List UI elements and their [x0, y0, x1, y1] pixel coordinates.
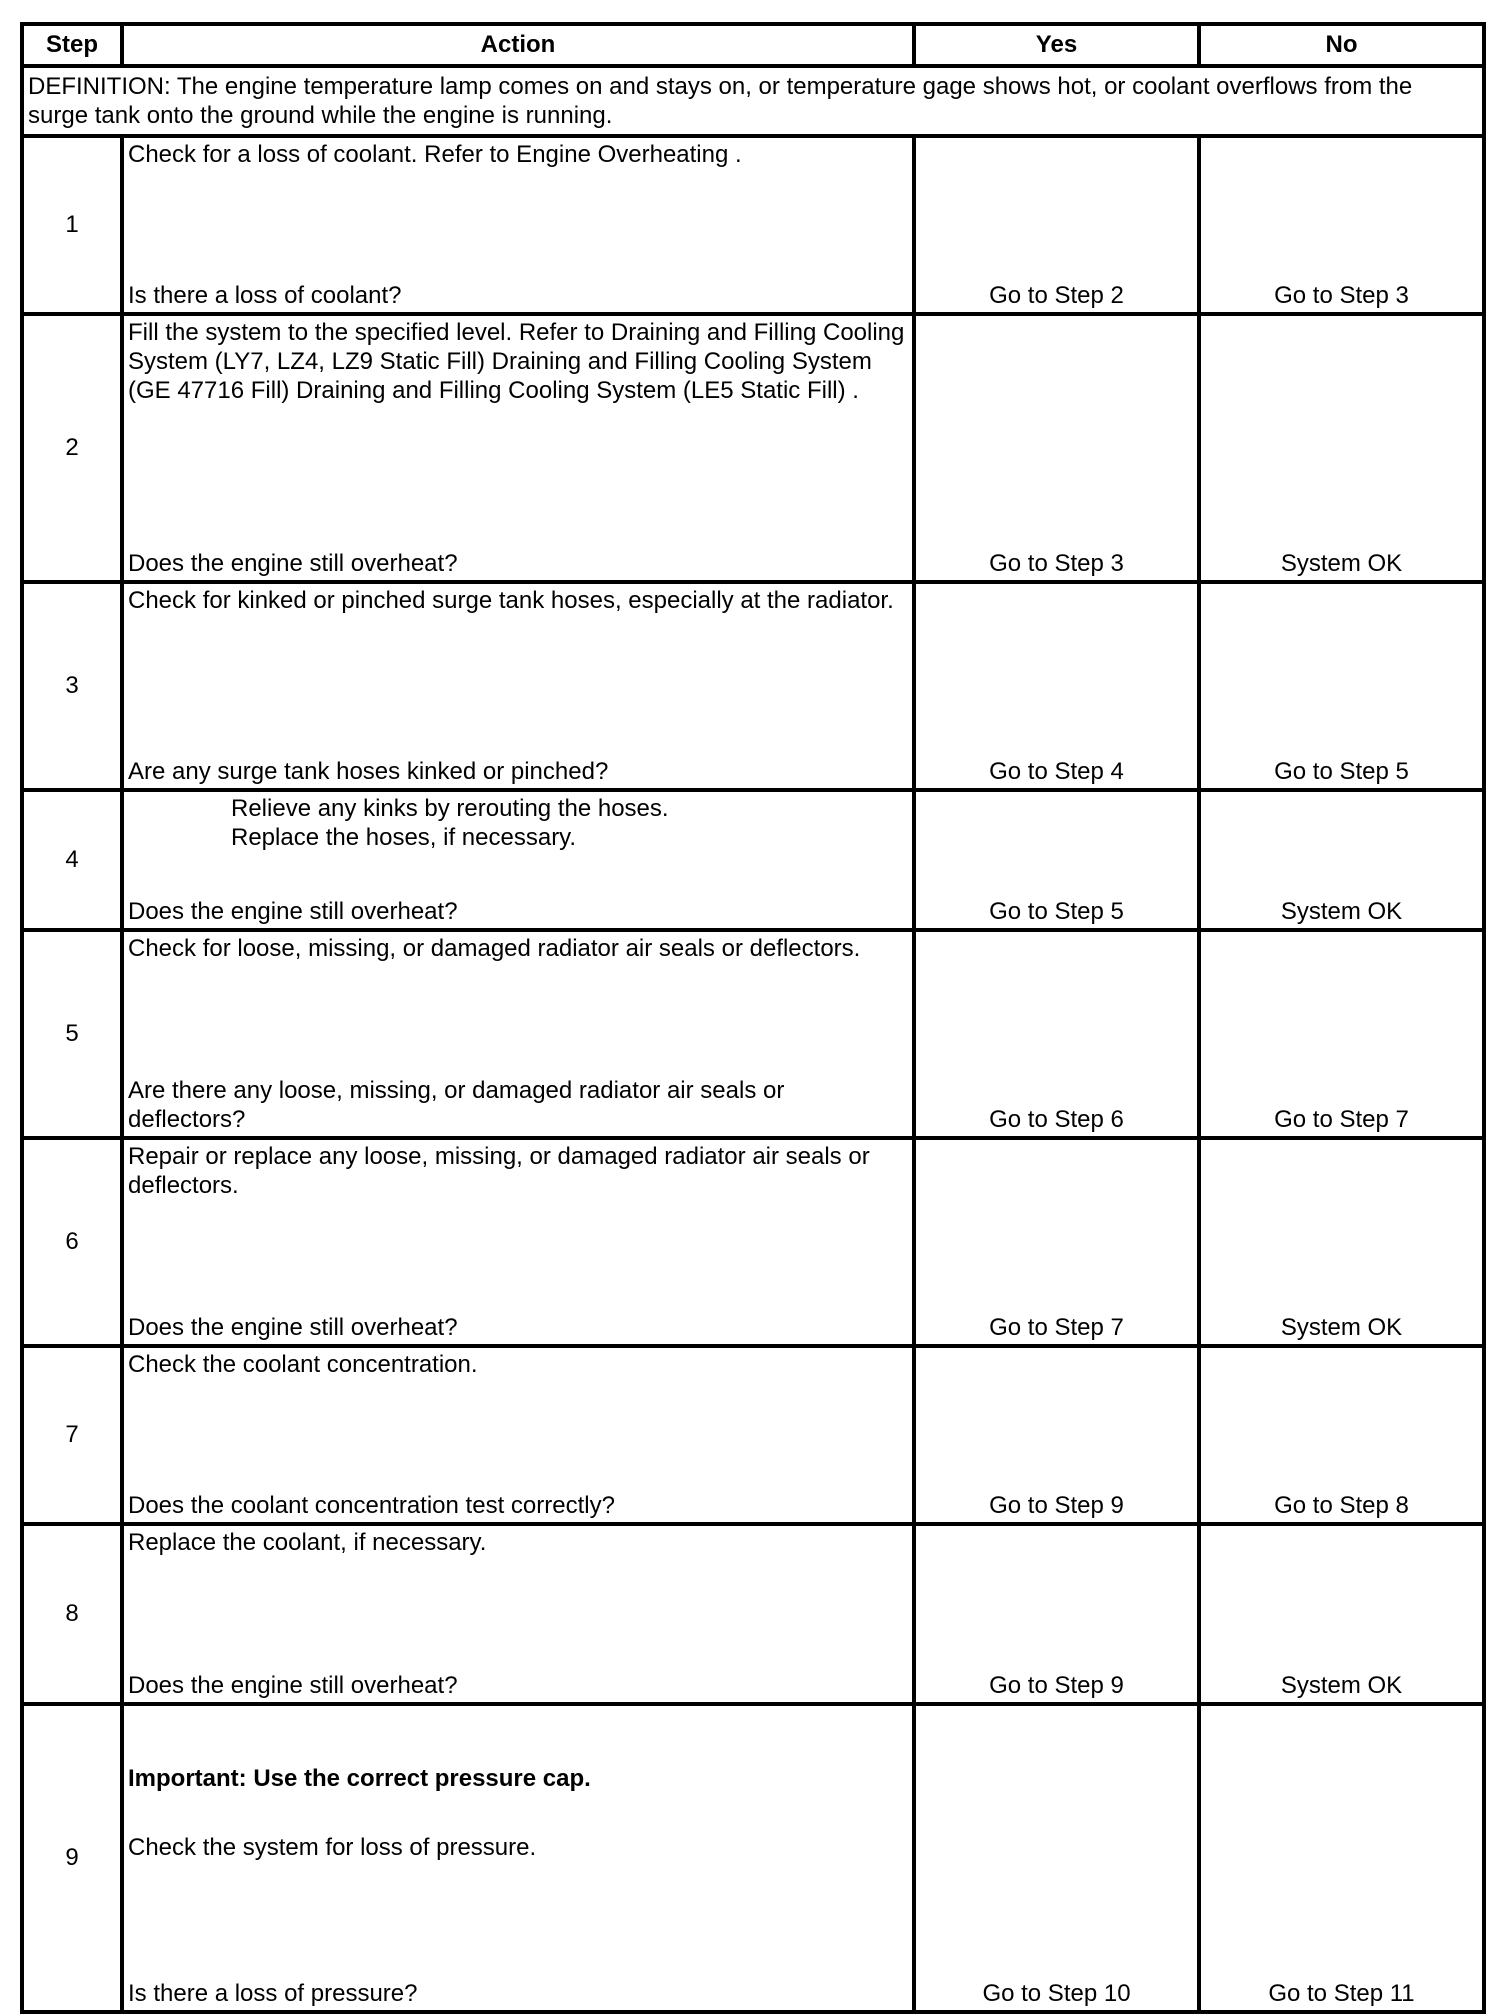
action-cell — [122, 1524, 914, 1704]
important-note: Important: Use the correct pressure cap. — [128, 1765, 591, 1792]
yes-link[interactable]: Go to Step 5 — [914, 790, 1199, 930]
no-link[interactable]: System OK — [1199, 790, 1484, 930]
question-text: Does the coolant concentration test correctly? — [128, 1492, 615, 1519]
table-row — [22, 1704, 1484, 2012]
question-text: Does the engine still overheat? — [128, 550, 458, 577]
yes-link[interactable]: Go to Step 9 — [914, 1524, 1199, 1704]
question-text: Is there a loss of coolant? — [128, 282, 402, 309]
action-text: Repair or replace any loose, missing, or damaged radiator air seals or deflectors. — [128, 1143, 870, 1199]
table-row — [22, 1346, 1484, 1524]
question-text: Does the engine still overheat? — [128, 898, 458, 925]
action-cell — [122, 1138, 914, 1346]
yes-link[interactable]: Go to Step 7 — [914, 1138, 1199, 1346]
question-text: Does the engine still overheat? — [128, 1314, 458, 1341]
action-cell — [122, 136, 914, 314]
action-cell — [122, 790, 914, 930]
table-row — [22, 790, 1484, 930]
header-yes: Yes — [914, 24, 1199, 66]
header-row — [22, 24, 1484, 66]
no-link[interactable]: Go to Step 8 — [1199, 1346, 1484, 1524]
action-text: Replace the coolant, if necessary. — [128, 1529, 487, 1556]
step-number: 6 — [22, 1138, 122, 1346]
step-number: 9 — [22, 1704, 122, 2012]
yes-link[interactable]: Go to Step 9 — [914, 1346, 1199, 1524]
action-text: Check for kinked or pinched surge tank hoses, especially at the radiator. — [128, 587, 894, 614]
no-link[interactable]: System OK — [1199, 1138, 1484, 1346]
table-row — [22, 1138, 1484, 1346]
no-link[interactable]: Go to Step 7 — [1199, 930, 1484, 1138]
diagnostic-table — [20, 22, 1486, 2014]
action-text: Check the system for loss of pressure. — [128, 1834, 537, 1861]
yes-link[interactable]: Go to Step 3 — [914, 314, 1199, 582]
action-text: Fill the system to the specified level. Refer to Draining and Filling Cooling System (LY7, LZ4, LZ9 Static Fill) Draining and Filling Cooling System (GE 47716 Fill) Draining and Filling Cooling System (LE5 Static Fill) . — [128, 319, 905, 404]
no-link[interactable]: System OK — [1199, 314, 1484, 582]
step-number: 7 — [22, 1346, 122, 1524]
step-number: 5 — [22, 930, 122, 1138]
action-cell — [122, 314, 914, 582]
action-text: Replace the hoses, if necessary. — [231, 824, 577, 851]
question-text: Are there any loose, missing, or damaged radiator air seals or deflectors? — [128, 1077, 785, 1133]
yes-link[interactable]: Go to Step 6 — [914, 930, 1199, 1138]
table-row — [22, 1524, 1484, 1704]
table-row — [22, 314, 1484, 582]
action-cell — [122, 1346, 914, 1524]
table-row — [22, 930, 1484, 1138]
table-row — [22, 136, 1484, 314]
step-number: 4 — [22, 790, 122, 930]
no-link[interactable]: Go to Step 3 — [1199, 136, 1484, 314]
yes-link[interactable]: Go to Step 10 — [914, 1704, 1199, 2012]
definition-text: DEFINITION: The engine temperature lamp comes on and stays on, or temperature gage shows hot, or coolant overflows from the surge tank onto the ground while the engine is running. — [22, 66, 1484, 136]
table-row — [22, 582, 1484, 790]
step-number: 2 — [22, 314, 122, 582]
action-text: Check the coolant concentration. — [128, 1351, 478, 1378]
no-link[interactable]: System OK — [1199, 1524, 1484, 1704]
question-text: Is there a loss of pressure? — [128, 1980, 418, 2007]
definition-row — [22, 66, 1484, 136]
header-no: No — [1199, 24, 1484, 66]
question-text: Does the engine still overheat? — [128, 1672, 458, 1699]
header-step: Step — [22, 24, 122, 66]
action-text: Check for loose, missing, or damaged radiator air seals or deflectors. — [128, 935, 861, 962]
no-link[interactable]: Go to Step 5 — [1199, 582, 1484, 790]
no-link[interactable]: Go to Step 11 — [1199, 1704, 1484, 2012]
action-cell — [122, 930, 914, 1138]
yes-link[interactable]: Go to Step 4 — [914, 582, 1199, 790]
action-cell — [122, 1704, 914, 2012]
header-action: Action — [122, 24, 914, 66]
action-cell — [122, 582, 914, 790]
action-text: Check for a loss of coolant. Refer to Engine Overheating . — [128, 141, 742, 168]
question-text: Are any surge tank hoses kinked or pinched? — [128, 758, 609, 785]
step-number: 3 — [22, 582, 122, 790]
step-number: 1 — [22, 136, 122, 314]
yes-link[interactable]: Go to Step 2 — [914, 136, 1199, 314]
action-text: Relieve any kinks by rerouting the hoses. — [231, 795, 669, 822]
step-number: 8 — [22, 1524, 122, 1704]
